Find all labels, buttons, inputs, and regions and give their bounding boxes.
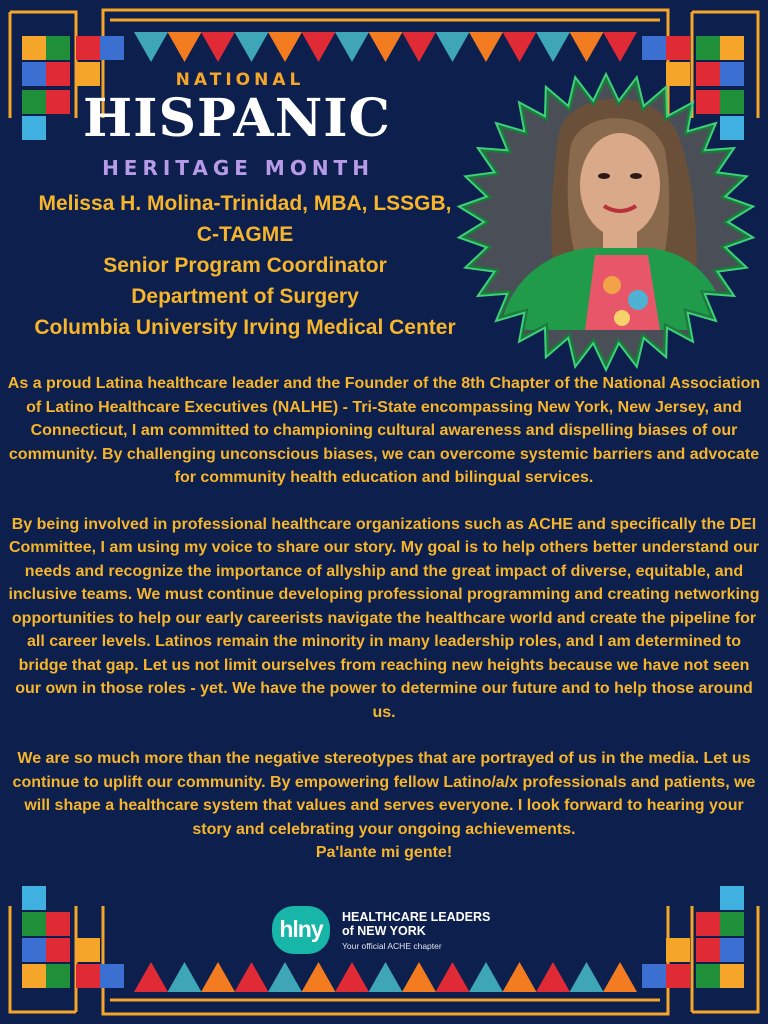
bio-paragraph-3 xyxy=(6,747,762,865)
logo-line-1: HEALTHCARE LEADERS xyxy=(342,910,491,924)
bio-paragraph-3-text: We are so much more than the negative stereotypes that are portrayed of us in the media. Let us continue to uplift our community. By empowering fellow Latino/a/x professionals and patients, we will shape a healthcare system that values and serves everyone. I look forward to hearing your story and celebrating your ongoing achievements. xyxy=(12,750,756,838)
header-national: NATIONAL xyxy=(175,70,305,90)
person-department: Department of Surgery xyxy=(131,285,359,308)
bio-closing: Pa'lante mi gente! xyxy=(315,844,453,861)
person-info xyxy=(0,188,490,343)
bio-text xyxy=(6,372,762,865)
header-hispanic: HISPANIC xyxy=(83,88,391,149)
bio-paragraph-2: By being involved in professional healthcare organizations such as ACHE and specifically the DEI Committee, I am using my voice to share our story. My goal is to help others better understand our needs and recognize the importance of allyship and the great impact of diverse, equitable, and inclusive teams. We must continue developing professional programming and creating networking opportunities to help our early careerists navigate the healthcare world and create the pipeline for all career levels. Latinos remain the minority in many leadership roles, and I am determined to bridge that gap. Let us not limit ourselves from reaching new heights because we have not seen our own in those roles - yet. We have the power to determine our future and to help those around us. xyxy=(8,515,760,721)
person-title: Senior Program Coordinator xyxy=(103,254,387,277)
header-heritage-month: HERITAGE MONTH xyxy=(102,156,374,180)
person-institution: Columbia University Irving Medical Center xyxy=(34,316,456,339)
logo-line-2: of NEW YORK xyxy=(342,924,426,938)
logo-tagline: Your official ACHE chapter xyxy=(342,941,442,951)
person-name-line1: Melissa H. Molina-Trinidad, MBA, LSSGB, xyxy=(38,192,452,215)
person-name-line2: C-TAGME xyxy=(196,223,294,246)
bio-paragraph-1: As a proud Latina healthcare leader and the Founder of the 8th Chapter of the National Association of Latino Healthcare Executives (NALHE) - Tri-State encompassing New York, New Jersey, and Connecticut, I am committed to championing cultural awareness and dispelling biases of our community. By challenging unconscious biases, we can overcome systemic barriers and advocate for community health education and bilingual services. xyxy=(7,375,761,486)
hlny-logo xyxy=(268,902,518,958)
hlny-logo-mark: hlny xyxy=(272,906,330,954)
